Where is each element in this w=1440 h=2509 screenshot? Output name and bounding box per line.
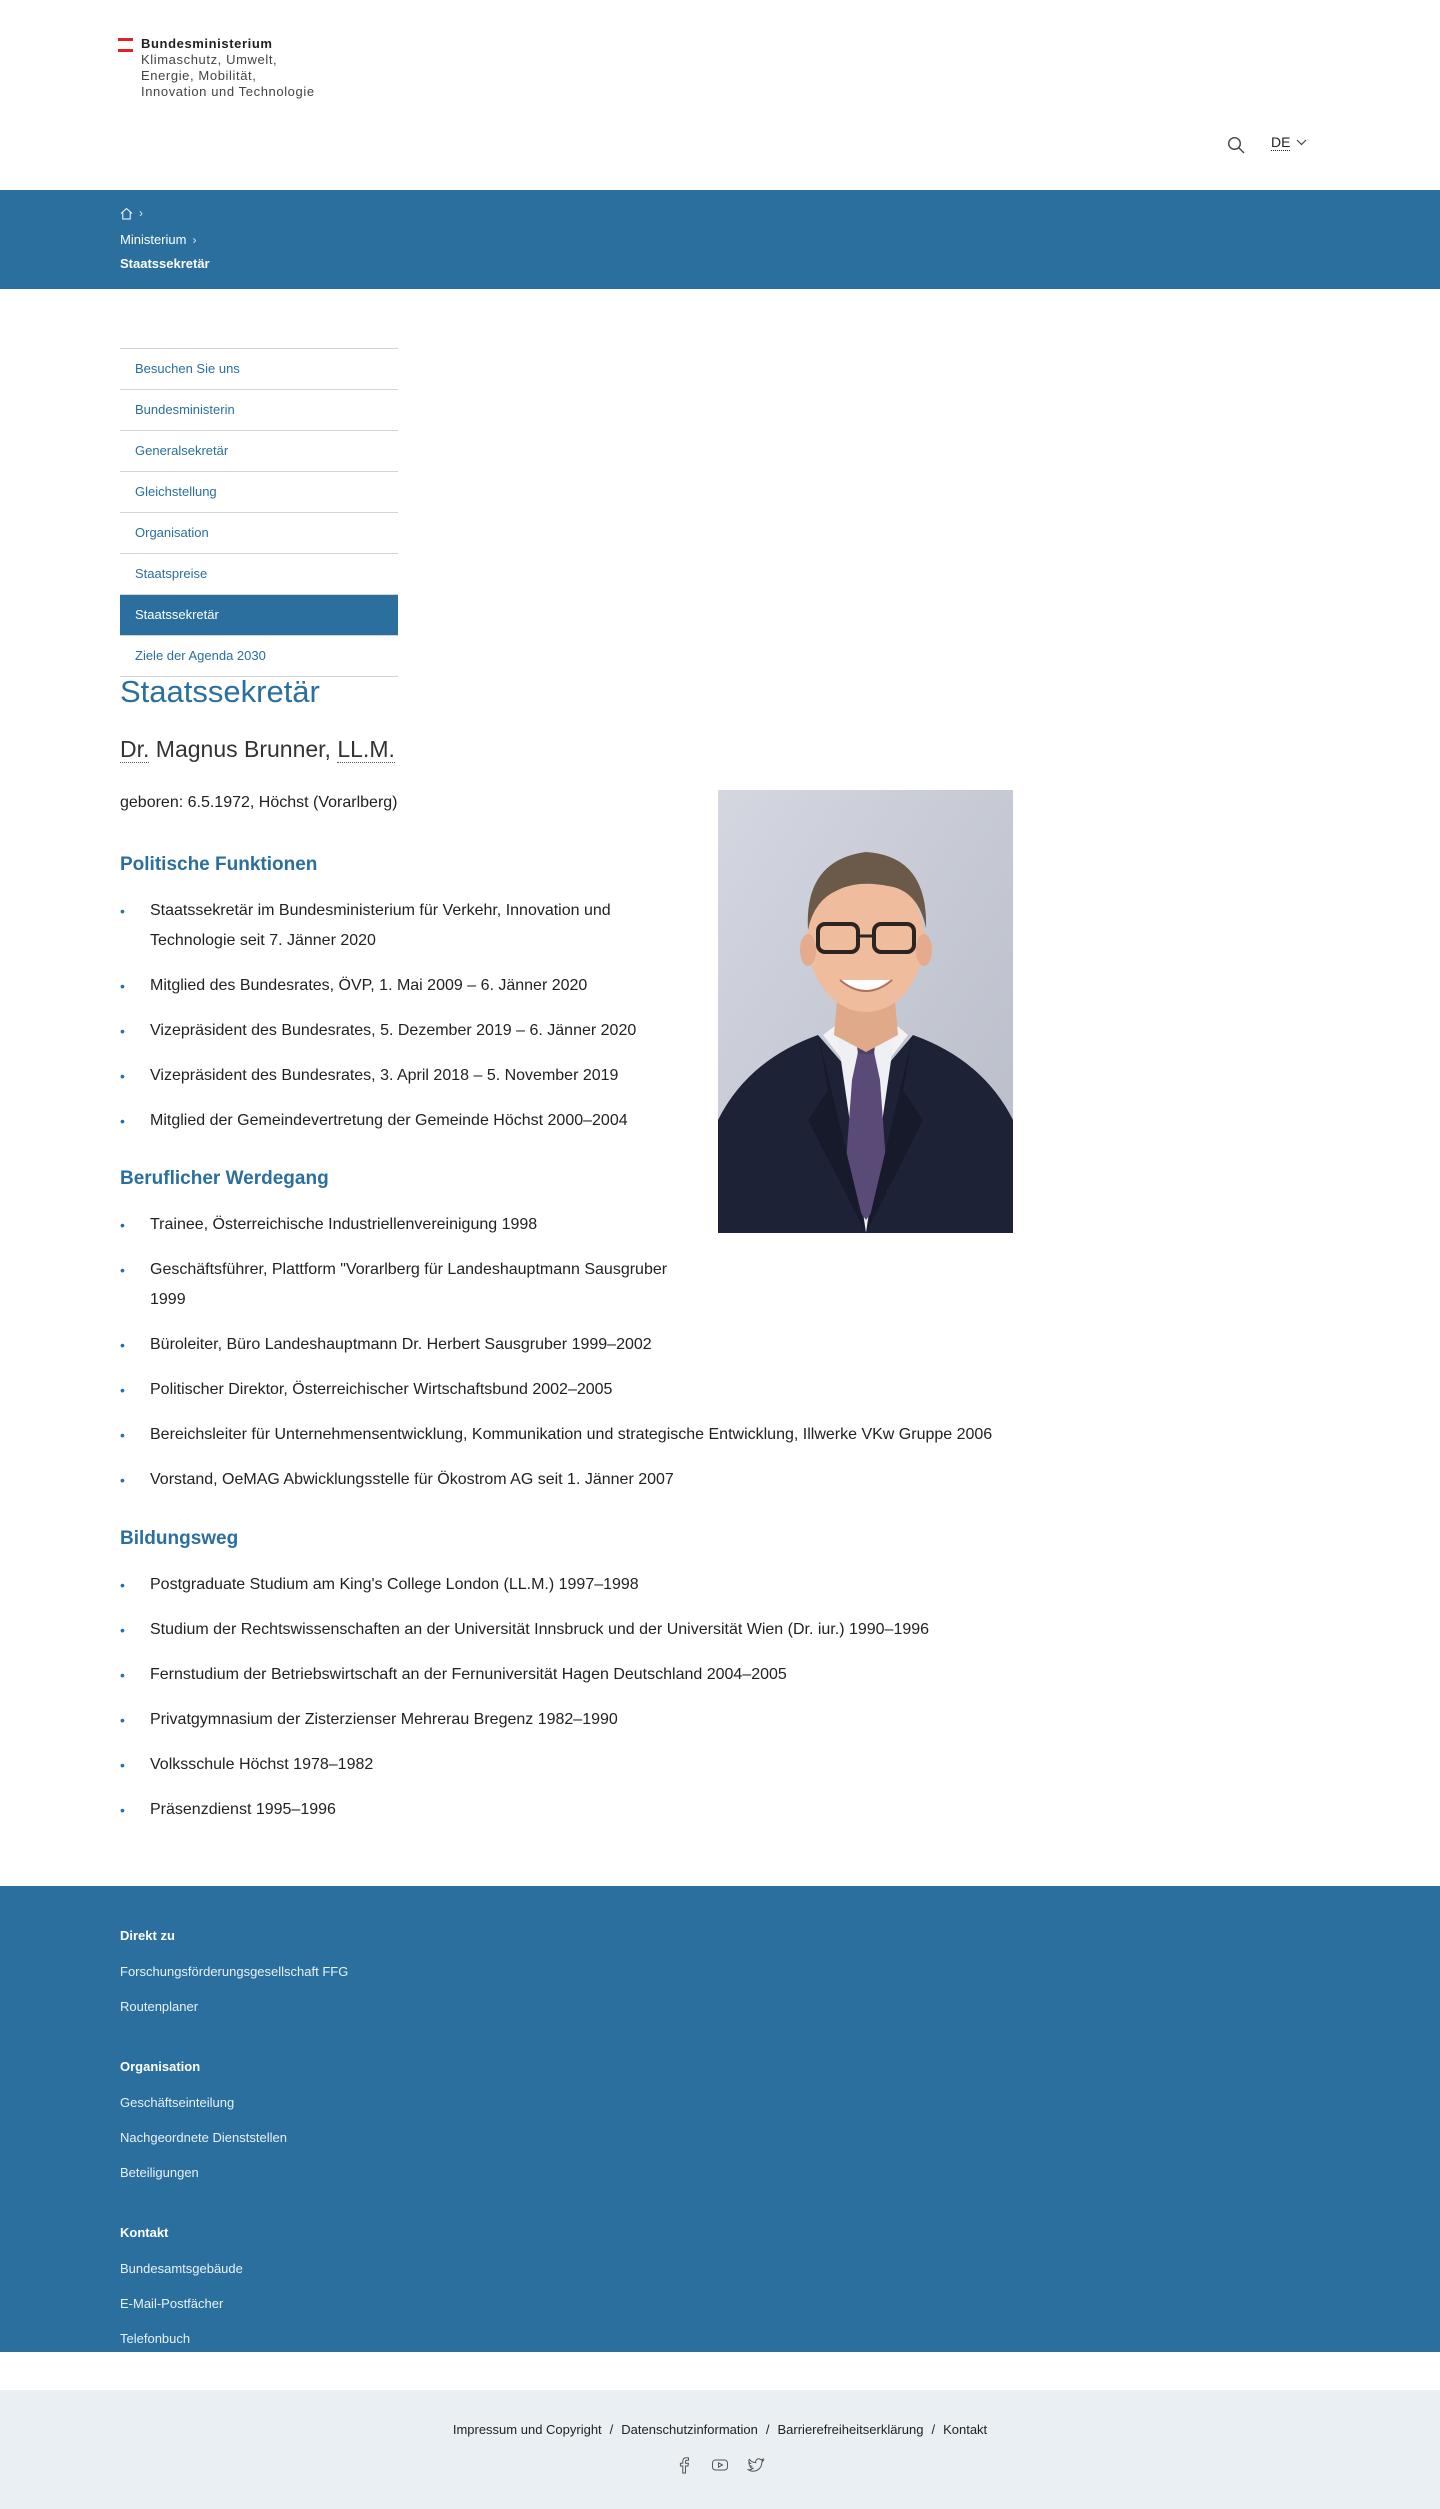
list-item: • Mitglied der Gemeindevertretung der Gemeinde Höchst 2000–2004 — [120, 1106, 640, 1136]
sidebar-item-bundesministerin[interactable]: Bundesministerin — [120, 390, 398, 431]
list-item: • Politischer Direktor, Österreichischer Wirtschaftsbund 2002–2005 — [120, 1375, 1040, 1405]
austrian-flag-icon — [118, 38, 133, 100]
facebook-icon[interactable] — [675, 2456, 693, 2474]
site-footer — [0, 1886, 1440, 2352]
separator: / — [609, 2422, 614, 2437]
portrait-photo — [718, 790, 1013, 1233]
search-icon[interactable] — [1227, 136, 1245, 154]
list-item: • Bereichsleiter für Unternehmensentwicklung, Kommunikation und strategische Entwicklung, Illwerke VKw Gruppe 2006 — [120, 1420, 1040, 1450]
twitter-icon[interactable] — [747, 2456, 765, 2474]
site-header — [0, 0, 1440, 190]
list-item: • Mitglied des Bundesrates, ÖVP, 1. Mai 2009 – 6. Jänner 2020 — [120, 971, 640, 1001]
footer-link-bundesamtsgebaeude[interactable]: Bundesamtsgebäude — [120, 2261, 243, 2276]
list-item: • Privatgymnasium der Zisterzienser Mehrerau Bregenz 1982–1990 — [120, 1705, 1040, 1735]
name-text: Magnus Brunner, — [155, 736, 331, 762]
chevron-right-icon: › — [192, 232, 197, 247]
footer-heading: Organisation — [120, 2059, 201, 2074]
list-item: • Fernstudium der Betriebswirtschaft an der Fernuniversität Hagen Deutschland 2004–2005 — [120, 1660, 1040, 1690]
footer-link-telefonbuch[interactable]: Telefonbuch — [120, 2331, 191, 2346]
list-item: • Büroleiter, Büro Landeshauptmann Dr. Herbert Sausgruber 1999–2002 — [120, 1330, 1040, 1360]
list-item: • Geschäftsführer, Plattform "Vorarlberg für Landeshauptmann Sausgruber 1999 — [120, 1255, 670, 1315]
section-heading-bildungsweg: Bildungsweg — [120, 1528, 239, 1549]
sidebar-item-besuchen[interactable]: Besuchen Sie uns — [120, 349, 398, 390]
list-item: • Präsenzdienst 1995–1996 — [120, 1795, 1040, 1825]
sidebar-item-organisation[interactable]: Organisation — [120, 513, 398, 554]
breadcrumb-current: Staatssekretär — [120, 256, 210, 271]
list-item: • Vizepräsident des Bundesrates, 5. Dezember 2019 – 6. Jänner 2020 — [120, 1016, 640, 1046]
legal-links — [0, 2422, 1440, 2437]
sidebar-item-agenda-2030[interactable]: Ziele der Agenda 2030 — [120, 636, 398, 677]
link-datenschutz[interactable]: Datenschutzinformation — [621, 2422, 758, 2437]
list-bildungsweg — [120, 1570, 1040, 1825]
ministry-logo[interactable] — [118, 36, 315, 100]
chevron-down-icon — [1296, 139, 1307, 146]
youtube-icon[interactable] — [711, 2456, 729, 2474]
list-item: • Vorstand, OeMAG Abwicklungsstelle für Ökostrom AG seit 1. Jänner 2007 — [120, 1465, 1040, 1495]
list-item: • Postgraduate Studium am King's College London (LL.M.) 1997–1998 — [120, 1570, 1040, 1600]
footer-link-dienststellen[interactable]: Nachgeordnete Dienststellen — [120, 2130, 287, 2145]
breadcrumb — [0, 190, 1440, 289]
link-kontakt[interactable]: Kontakt — [943, 2422, 988, 2437]
footer-link-email[interactable]: E-Mail-Postfächer — [120, 2296, 224, 2311]
logo-line: Energie, Mobilität, — [141, 68, 257, 83]
legal-footer — [0, 2390, 1440, 2509]
list-beruflicher-werdegang — [120, 1210, 1040, 1495]
footer-link-beteiligungen[interactable]: Beteiligungen — [120, 2165, 199, 2180]
sidebar-item-generalsekretaer[interactable]: Generalsekretär — [120, 431, 398, 472]
logo-line: Klimaschutz, Umwelt, — [141, 52, 278, 67]
sidebar-item-gleichstellung[interactable]: Gleichstellung — [120, 472, 398, 513]
name-suffix: LL.M. — [337, 736, 395, 762]
footer-heading: Direkt zu — [120, 1928, 175, 1943]
sidebar-item-staatssekretaer[interactable]: Staatssekretär — [120, 595, 398, 636]
list-politische-funktionen — [120, 896, 640, 1136]
link-impressum[interactable]: Impressum und Copyright — [452, 2422, 602, 2437]
section-heading-beruflicher-werdegang: Beruflicher Werdegang — [120, 1168, 329, 1189]
logo-text — [141, 36, 315, 100]
social-links — [0, 2456, 1440, 2474]
link-barrierefreiheit[interactable]: Barrierefreiheitserklärung — [777, 2422, 924, 2437]
footer-link-routenplaner[interactable]: Routenplaner — [120, 1999, 199, 2014]
list-item: • Volksschule Höchst 1978–1982 — [120, 1750, 1040, 1780]
breadcrumb-link-ministerium[interactable]: Ministerium — [120, 232, 187, 247]
list-item: • Trainee, Österreichische Industriellenvereinigung 1998 — [120, 1210, 1040, 1240]
sidebar-item-staatspreise[interactable]: Staatspreise — [120, 554, 398, 595]
sidebar-nav — [120, 348, 398, 677]
name-prefix: Dr. — [120, 736, 150, 762]
language-code: DE — [1271, 134, 1291, 150]
footer-heading: Kontakt — [120, 2225, 169, 2240]
list-item: • Studium der Rechtswissenschaften an der Universität Innsbruck und der Universität Wien (Dr. iur.) 1990–1996 — [120, 1615, 1040, 1645]
footer-link-geschaeftseinteilung[interactable]: Geschäftseinteilung — [120, 2095, 235, 2110]
footer-link-ffg[interactable]: Forschungsförderungsgesellschaft FFG — [120, 1964, 349, 1979]
birth-info: geboren: 6.5.1972, Höchst (Vorarlberg) — [120, 794, 398, 811]
home-icon[interactable] — [120, 207, 133, 220]
list-item: • Vizepräsident des Bundesrates, 3. April 2018 – 5. November 2019 — [120, 1061, 640, 1091]
language-switcher[interactable] — [1271, 134, 1307, 151]
page-title: Staatssekretär — [120, 674, 320, 709]
separator: / — [765, 2422, 770, 2437]
section-heading-politische-funktionen: Politische Funktionen — [120, 854, 318, 875]
chevron-right-icon: › — [139, 206, 143, 220]
list-item: • Staatssekretär im Bundesministerium für Verkehr, Innovation und Technologie seit 7. Jänner 2020 — [120, 896, 640, 956]
person-name — [120, 736, 395, 763]
logo-line: Bundesministerium — [141, 36, 273, 51]
separator: / — [931, 2422, 936, 2437]
logo-line: Innovation und Technologie — [141, 84, 315, 99]
